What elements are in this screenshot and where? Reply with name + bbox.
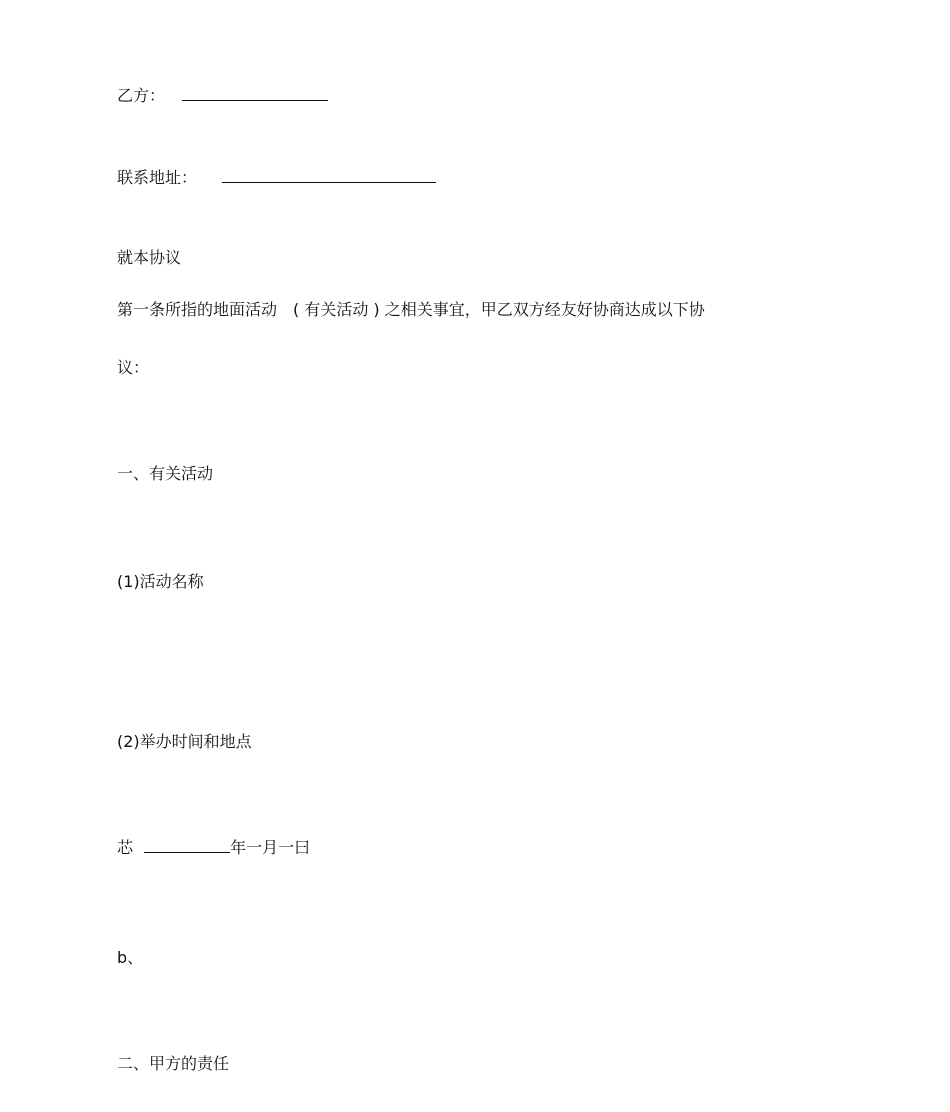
- address-label: 联系地址：: [117, 168, 198, 187]
- intro-line-1: 就本协议: [117, 248, 182, 267]
- address-blank[interactable]: [222, 168, 436, 183]
- address-line: [117, 168, 436, 188]
- section-1-title: 一、有关活动: [117, 464, 214, 483]
- item-2-label: (2)举办时间和地点: [117, 732, 252, 751]
- item-b: b、: [117, 948, 144, 967]
- intro-line-2: 第一条所指的地面活动 ( 有关活动 ) 之相关事宜，甲乙双方经友好协商达成以下协: [117, 300, 705, 319]
- date-suffix: 年一月一曰: [230, 838, 311, 857]
- party-b-line: [117, 86, 328, 106]
- party-b-label: 乙方：: [117, 86, 166, 105]
- item-1-label: (1)活动名称: [117, 572, 204, 591]
- section-2-title: 二、甲方的责任: [117, 1054, 230, 1073]
- intro-line-3: 议：: [117, 358, 150, 377]
- year-blank[interactable]: [144, 838, 230, 853]
- date-line: [117, 838, 310, 858]
- party-b-blank[interactable]: [182, 86, 328, 101]
- date-prefix: 芯: [117, 838, 134, 857]
